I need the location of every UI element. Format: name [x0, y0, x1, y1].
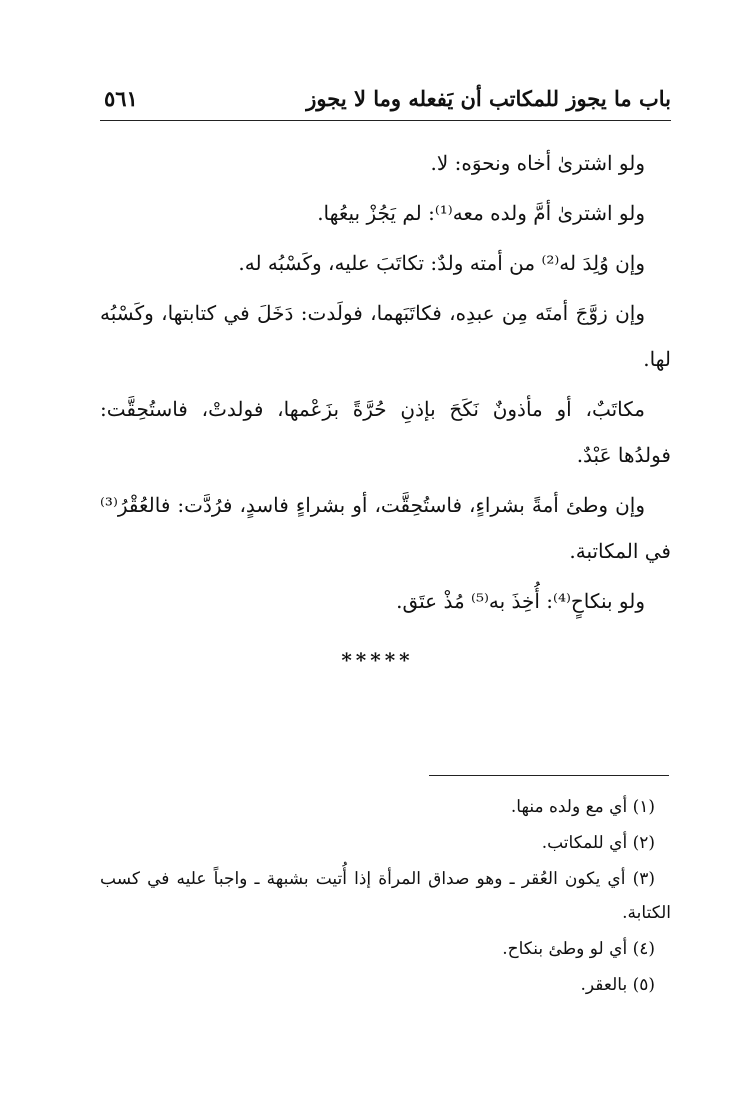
footnote-5: (٥) بالعقر.	[580, 975, 655, 995]
chapter-title: باب ما يجوز للمكاتب أن يَفعله وما لا يجوز	[306, 86, 671, 111]
section-separator: *****	[341, 648, 414, 672]
footnote-divider	[429, 775, 669, 776]
paragraph-4: وإن زوَّجَ أمتَه مِن عبدِه، فكاتَبَهما، فولَدت: دَخَلَ في كتابتها، وكَسْبُه لها.	[100, 301, 671, 371]
paragraph-1: ولو اشترىٰ أخاه ونحوَه: لا.	[430, 151, 645, 175]
paragraph-2: ولو اشترىٰ أمَّ ولده معه⁽¹⁾: لم يَجُزْ بيعُها.	[317, 201, 645, 225]
page-number: ٥٦١	[104, 86, 138, 111]
main-text	[100, 140, 671, 628]
footnote-2: (٢) أي للمكاتب.	[541, 833, 655, 853]
paragraph-3: وإن وُلِدَ له⁽²⁾ من أمته ولدٌ: تكاتَبَ عليه، وكَسْبُه له.	[238, 251, 645, 275]
footnotes	[100, 790, 671, 1004]
running-header	[100, 86, 671, 121]
paragraph-7: ولو بنكاحٍ⁽⁴⁾: أُخِذَ به⁽⁵⁾ مُذْ عتَق.	[396, 589, 645, 613]
footnote-3: (٣) أي يكون العُقر ـ وهو صداق المرأة إذا أُتيت بشبهة ـ واجباً عليه في كسب الكتابة.	[100, 869, 671, 923]
footnote-4: (٤) أي لو وطئ بنكاح.	[502, 939, 655, 959]
footnote-1: (١) أي مع ولده منها.	[510, 797, 655, 817]
paragraph-6: وإن وطئ أمةً بشراءٍ، فاستُحِقَّت، أو بشراءٍ فاسدٍ، فرُدَّت: فالعُقْرُ⁽³⁾ في المكاتبة.	[100, 493, 671, 563]
paragraph-5: مكاتَبٌ، أو مأذونٌ نَكَحَ بإذنِ حُرَّةً بزَعْمها، فولدتْ، فاستُحِقَّت: فولدُها عَبْدٌ.	[100, 397, 671, 467]
